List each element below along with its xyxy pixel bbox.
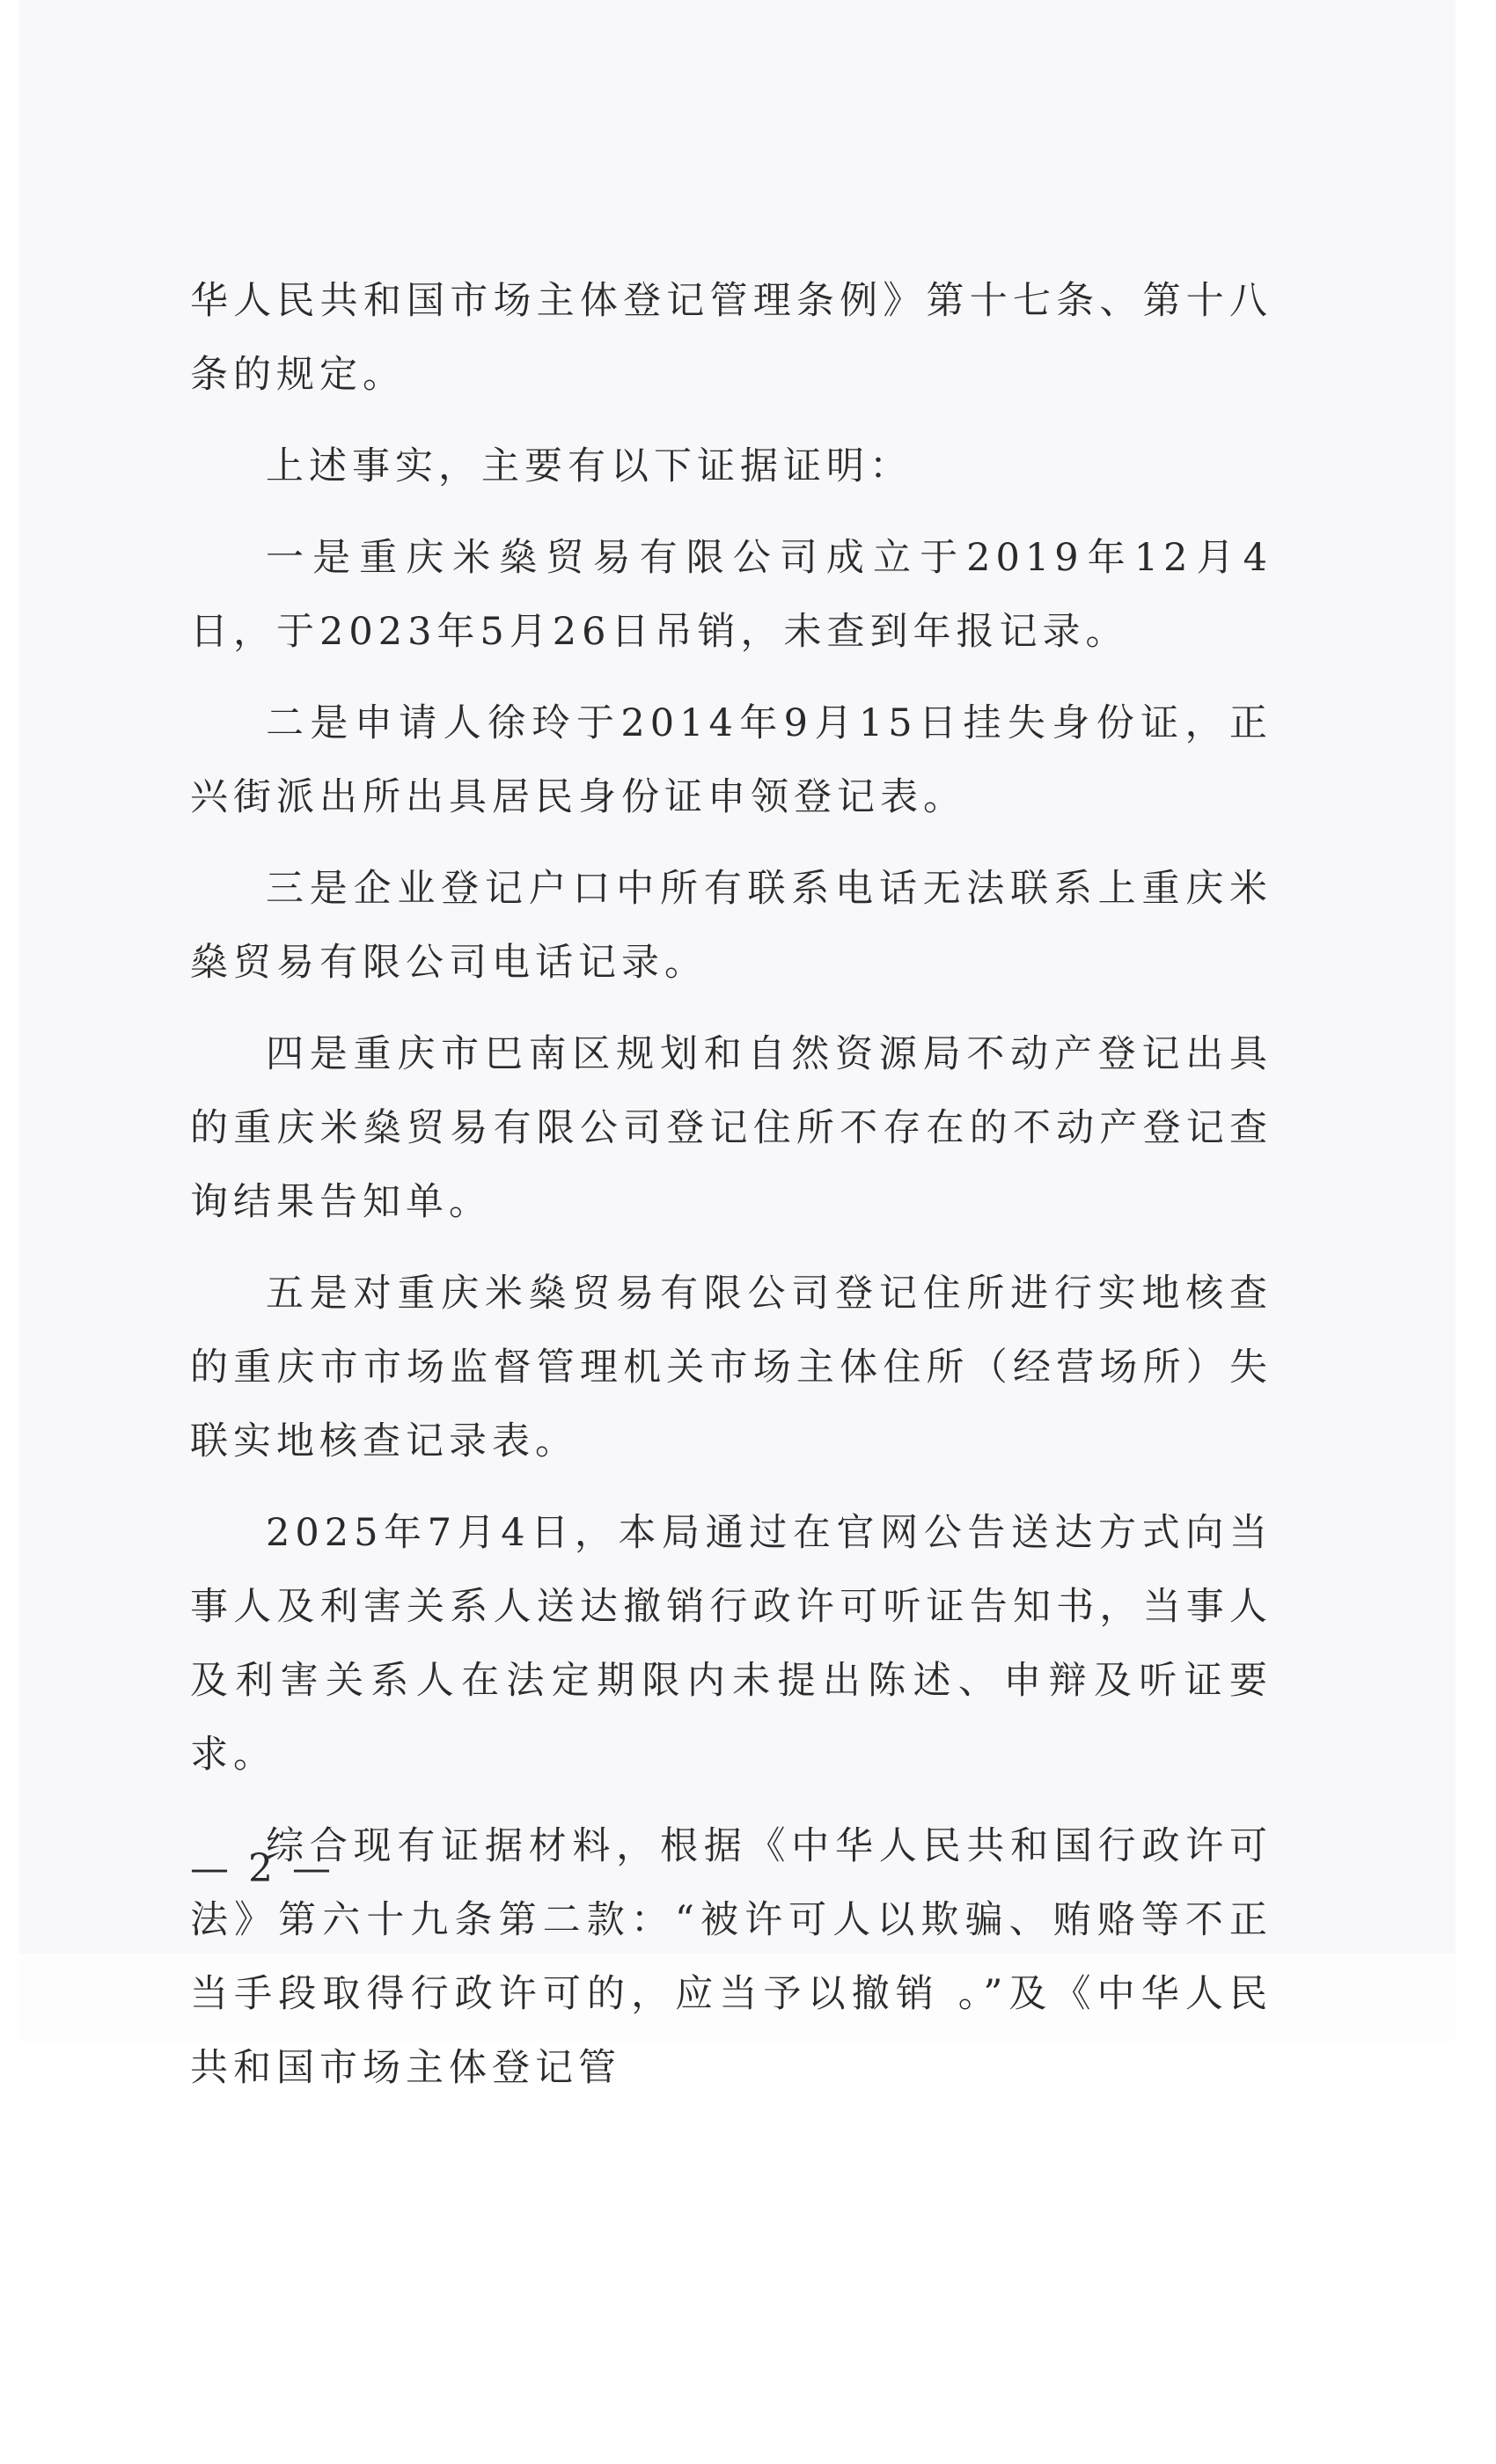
document-body <box>190 264 1272 2123</box>
paragraph-evidence-intro: 上述事实，主要有以下证据证明： <box>266 444 913 488</box>
paragraph-evidence-3: 三是企业登记户口中所有联系电话无法联系上重庆米燊贸易有限公司电话记录。 <box>190 867 1272 985</box>
paragraph-evidence-4: 四是重庆市巴南区规划和自然资源局不动产登记出具的重庆米燊贸易有限公司登记住所不存在的不动产登记查询结果告知单。 <box>190 1032 1272 1224</box>
paragraph-continuation: 华人民共和国市场主体登记管理条例》第十七条、第十八条的规定。 <box>190 279 1272 397</box>
page-number: — 2 — <box>190 1846 334 1891</box>
paragraph-evidence-5: 五是对重庆米燊贸易有限公司登记住所进行实地核查的重庆市市场监督管理机关市场主体住所（经营场所）失联实地核查记录表。 <box>190 1272 1272 1463</box>
paragraph-evidence-2: 二是申请人徐玲于2014年9月15日挂失身份证，正兴街派出所出具居民身份证申领登记表。 <box>190 701 1272 819</box>
paragraph-conclusion: 综合现有证据材料，根据《中华人民共和国行政许可法》第六十九条第二款：“被许可人以欺骗、贿赂等不正当手段取得行政许可的，应当予以撤销 。”及《中华人民共和国市场主体登记管 <box>190 1824 1272 2090</box>
paragraph-evidence-1: 一是重庆米燊贸易有限公司成立于2019年12月4日，于2023年5月26日吊销，未查到年报记录。 <box>190 536 1272 654</box>
paragraph-notice: 2025年7月4日，本局通过在官网公告送达方式向当事人及利害关系人送达撤销行政许可听证告知书，当事人及利害关系人在法定期限内未提出陈述、申辩及听证要求。 <box>190 1511 1272 1777</box>
